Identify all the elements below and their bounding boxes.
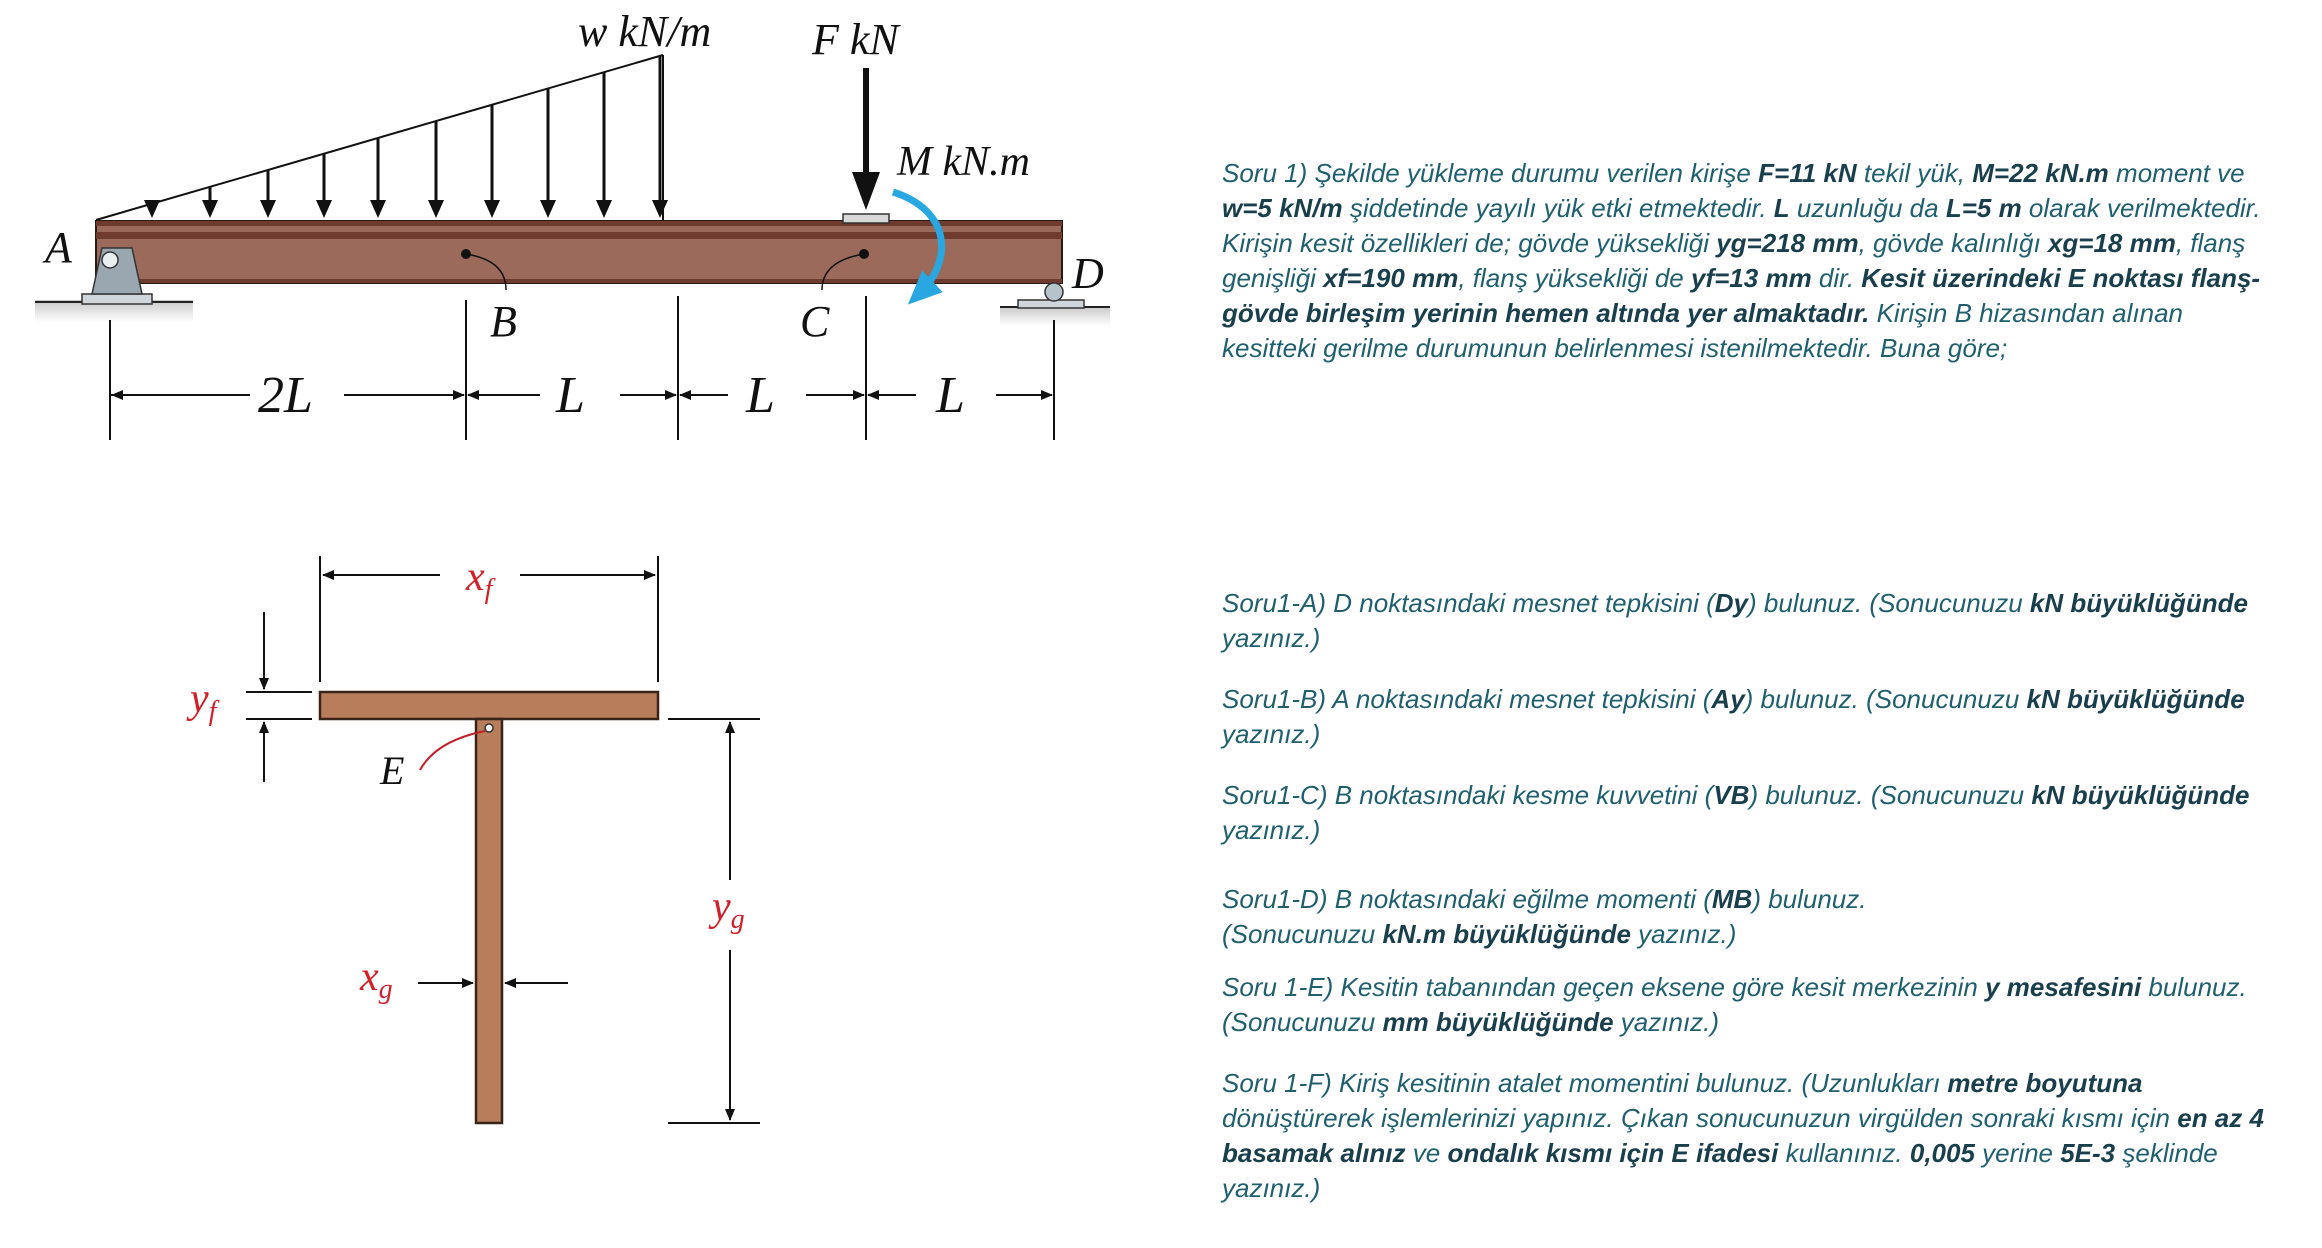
question-1f-digits: en az 4 basamak alınız [1222,1103,2264,1168]
point-D-label: D [1072,249,1104,298]
question-1d-text-3: (Sonucunuzu [1222,919,1383,949]
question-1b-text-3: yazınız.) [1222,719,1321,749]
problem-text-3: moment ve [2108,158,2245,188]
question-1e-target: y mesafesini [1985,972,2142,1002]
problem-label: Soru 1) [1222,158,1308,188]
distributed-load [96,55,668,220]
problem-text-8: , flanş genişliği [1222,228,2246,293]
t-section [320,692,658,1123]
problem-text-9: , flanş yüksekliği de [1458,263,1691,293]
question-1b-unit: kN büyüklüğünde [2026,684,2245,714]
question-1f [1222,1066,2272,1206]
question-1f-text-2: dönüştürerek işlemlerinizi yapınız. Çıkan sonucunuzun virgülden sonraki kısmı için [1222,1103,2178,1133]
question-1a-text-2: ) bulunuz. (Sonucunuzu [1748,588,2030,618]
load-arrow-head [428,200,444,218]
load-arrow-head [260,200,276,218]
question-1f-text-5: yerine [1974,1138,2061,1168]
problem-text-6: olarak verilmektedir. Kirişin kesit özellikleri de; gövde yüksekliği [1222,193,2261,258]
question-1a-text-3: yazınız.) [1222,623,1321,653]
question-1d [1222,882,2272,952]
question-1c-text-1: B noktasındaki kesme kuvvetini ( [1327,780,1714,810]
question-1f-text-4: kullanınız. [1778,1138,1910,1168]
question-1a [1222,586,2272,656]
question-1f-format: ondalık kısmı için E ifadesi [1447,1138,1779,1168]
point-E-label: E [380,748,405,793]
problem-text-5: uzunluğu da [1789,193,1946,223]
question-1d-text-4: yazınız.) [1630,919,1737,949]
problem-L-value: L=5 m [1945,193,2022,223]
point-C-label: C [800,297,830,346]
question-1f-example-decimal: 0,005 [1909,1138,1975,1168]
yg-label: yg [712,884,745,935]
moment-M-label: M kN.m [897,139,1030,185]
question-1f-example-e: 5E-3 [2060,1138,2116,1168]
problem-text-7: , gövde kalınlığı [1858,228,2048,258]
question-1c-text-2: ) bulunuz. (Sonucunuzu [1749,780,2032,810]
question-1b-text-1: A noktasındaki mesnet tepkisini ( [1326,684,1712,714]
question-1e-text-4: yazınız.) [1613,1007,1720,1037]
question-1e-text-1: Kesitin tabanından geçen eksene göre kesit merkezinin [1333,972,1986,1002]
question-1d-text-2: ) bulunuz. [1752,884,1867,914]
question-1b-symbol: Ay [1711,684,1745,714]
load-arrows [144,56,668,218]
problem-text-2: tekil yük, [1856,158,1973,188]
question-1c-symbol: VB [1713,780,1750,810]
load-arrow-head [484,200,500,218]
question-1d-symbol: MB [1711,884,1753,914]
problem-text-4: şiddetinde yayılı yük etki etmektedir. [1342,193,1774,223]
problem-xf-value: xf=190 mm [1323,263,1459,293]
question-1f-unit: metre boyutuna [1947,1068,2143,1098]
question-1e-text-3: (Sonucunuzu [1222,1007,1383,1037]
question-1d-label: Soru1-D) [1222,884,1328,914]
problem-text-11: Kirişin B hizasından alınan kesitteki gerilme durumunun belirlenmesi istenilmektedir. Buna göre; [1222,298,2183,363]
problem-w-value: w=5 kN/m [1222,193,1343,223]
question-1e-text-2: bulunuz. [2141,972,2247,1002]
question-1b [1222,682,2272,752]
yf-label: yf [190,676,217,727]
question-1d-text-1: B noktasındaki eğilme momenti ( [1327,884,1712,914]
load-arrow-head [316,200,332,218]
question-1f-text-6: şeklinde yazınız.) [1222,1138,2218,1203]
point-A-label: A [45,223,72,272]
problem-text-10: dir. [1811,263,1862,293]
force-F-label: F kN [812,15,899,64]
point-B-label: B [490,297,517,346]
xg-label: xg [360,954,393,1005]
problem-F-value: F=11 kN [1758,158,1857,188]
question-1b-label: Soru1-B) [1222,684,1327,714]
dim-L3-label: L [936,367,965,424]
question-1d-unit: kN.m büyüklüğünde [1382,919,1631,949]
problem-M-value: M=22 kN.m [1972,158,2109,188]
question-1f-text-1: Kiriş kesitinin atalet momentini bulunuz. (Uzunlukları [1331,1068,1948,1098]
question-1e-label: Soru 1-E) [1222,972,1334,1002]
question-1a-symbol: Dy [1714,588,1749,618]
problem-xg-value: xg=18 mm [2047,228,2176,258]
load-arrow-head [202,200,218,218]
yf-dimension [246,612,312,782]
problem-yf-value: yf=13 mm [1691,263,1812,293]
problem-text-1: Şekilde yükleme durumu verilen kirişe [1307,158,1759,188]
xf-label: xf [466,554,493,605]
dim-L2-label: L [746,367,775,424]
question-1c-unit: kN büyüklüğünde [2031,780,2250,810]
load-arrow-head [540,200,556,218]
load-arrow-head [596,200,612,218]
load-arrow-head [652,200,668,218]
dim-L1-label: L [556,367,585,424]
question-1b-text-2: ) bulunuz. (Sonucunuzu [1744,684,2027,714]
question-1f-label: Soru 1-F) [1222,1068,1332,1098]
problem-yg-value: yg=218 mm [1716,228,1859,258]
question-1a-unit: kN büyüklüğünde [2029,588,2249,618]
load-arrow-head [144,200,160,218]
problem-E-note: Kesit üzerindeki E noktası flanş-gövde birleşim yerinin hemen altında yer almaktadır. [1222,263,2261,328]
question-1c-label: Soru1-C) [1222,780,1328,810]
question-1e [1222,970,2272,1040]
problem-statement [1222,156,2282,366]
load-arrow-head [370,200,386,218]
question-1c [1222,778,2272,848]
load-w-label: w kN/m [578,7,712,56]
dim-2L-label: 2L [258,367,313,424]
beam [96,214,1062,283]
question-1e-unit: mm büyüklüğünde [1382,1007,1614,1037]
question-1a-text-1: D noktasındaki mesnet tepkisini ( [1326,588,1715,618]
question-1f-text-3: ve [1405,1138,1448,1168]
question-1c-text-3: yazınız.) [1222,815,1321,845]
force-arrow [852,68,880,210]
problem-L-symbol: L [1773,193,1790,223]
question-1a-label: Soru1-A) [1222,588,1327,618]
